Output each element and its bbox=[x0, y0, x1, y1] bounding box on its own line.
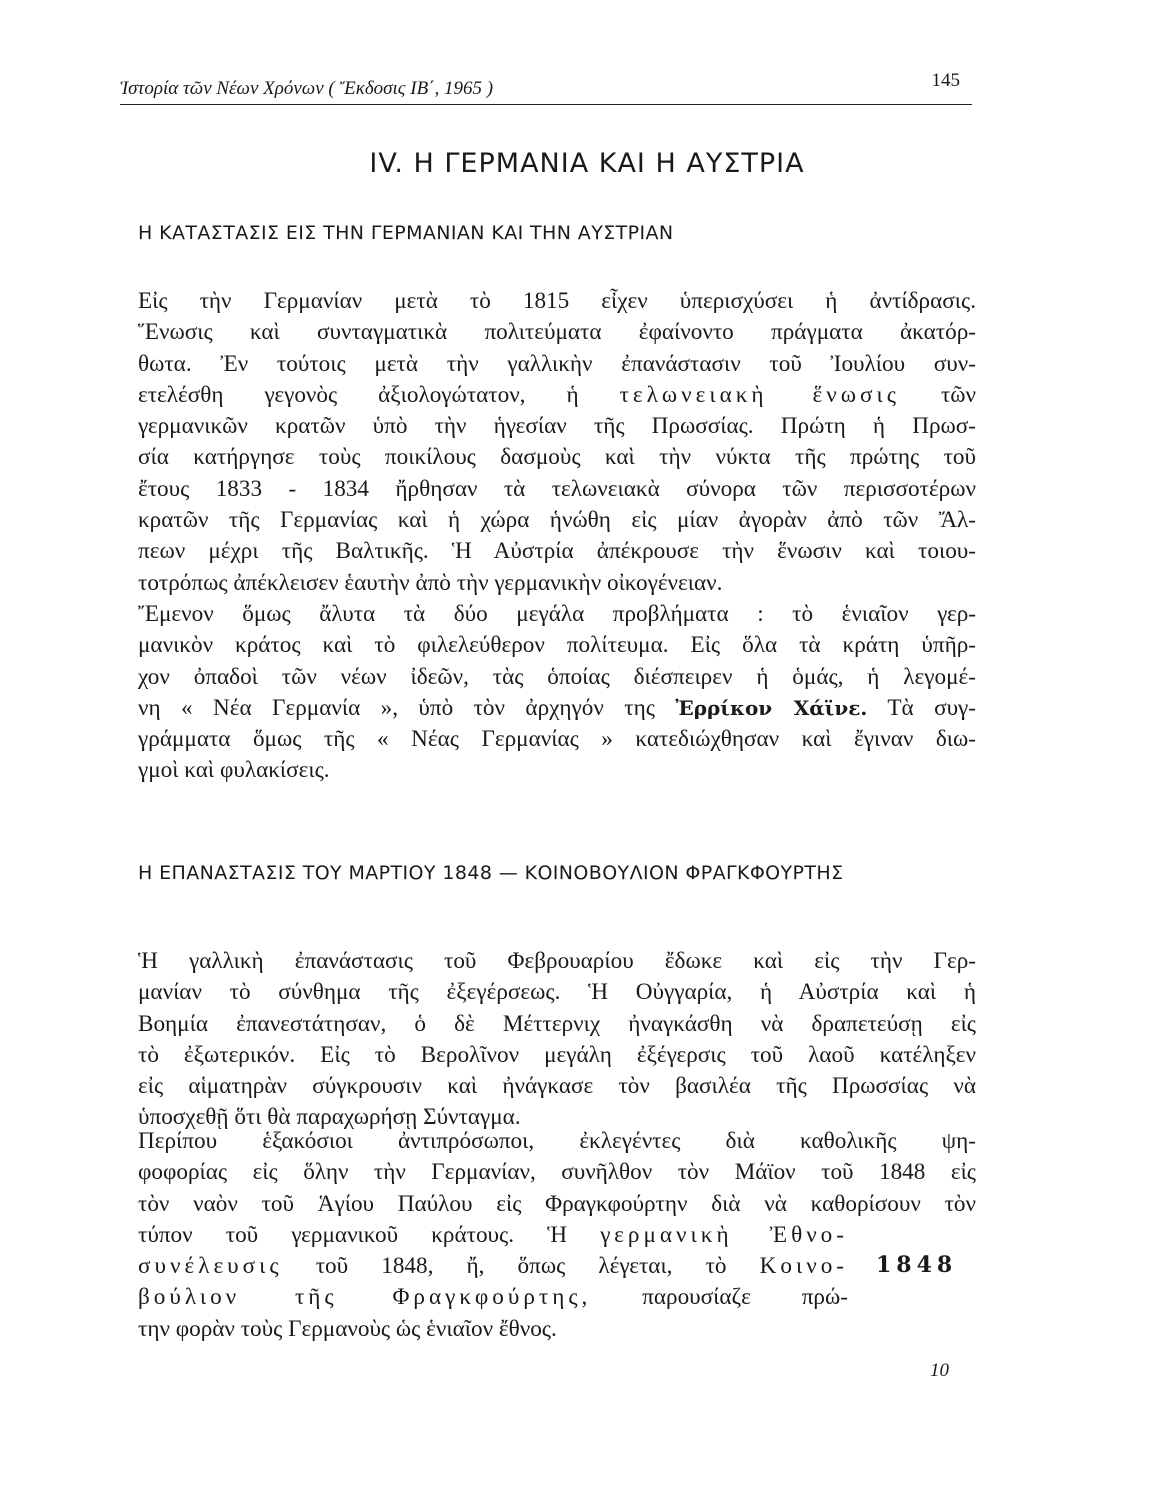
text-line: τοτρόπως ἀπέκλεισεν ἑαυτὴν ἀπὸ τὴν γερμανικὴν οἰκογένειαν. bbox=[138, 569, 723, 596]
text-line: Ἕνωσις καὶ συνταγματικὰ πολιτεύματα ἐφαίνοντο πράγματα ἀκατόρ- bbox=[138, 319, 976, 346]
text-run: ετελέσθη γεγονὸς ἀξιολογώτατον, ἡ bbox=[138, 381, 579, 408]
text-line: Περίπου ἑξακόσιοι ἀντιπρόσωποι, ἐκλεγέντες διὰ καθολικῆς ψη- bbox=[138, 1128, 976, 1154]
text-line bbox=[138, 1220, 848, 1251]
chapter-title: IV. Η ΓΕΡΜΑΝΙΑ ΚΑΙ Η ΑΥΣΤΡΙΑ bbox=[369, 148, 805, 179]
text-line: ἔτους 1833 - 1834 ἤρθησαν τὰ τελωνειακὰ σύνορα τῶν περισσοτέρων bbox=[138, 475, 976, 502]
paragraph-revolution-1 bbox=[138, 946, 976, 1134]
text-line bbox=[138, 1282, 848, 1313]
text-line: τὸ ἐξωτερικόν. Εἰς τὸ Βερολῖνον μεγάλη ἐξέγερσις τοῦ λαοῦ κατέληξεν bbox=[138, 1041, 976, 1068]
spaced-emphasis: Κοινο- bbox=[759, 1253, 849, 1280]
spaced-emphasis: βούλιον τῆς Φραγκφούρτης, bbox=[138, 1284, 592, 1311]
text-line: γράμματα ὅμως τῆς « Νέας Γερμανίας » κατεδιώχθησαν καὶ ἔγιναν διω- bbox=[138, 726, 976, 753]
margin-note-year: 1848 bbox=[876, 1252, 958, 1278]
running-header bbox=[120, 70, 972, 105]
text-line: εἰς αἱματηρὰν σύγκρουσιν καὶ ἠνάγκασε τὸν βασιλέα τῆς Πρωσσίας νὰ bbox=[138, 1073, 976, 1100]
text-line: πεων μέχρι τῆς Βαλτικῆς. Ἡ Αὐστρία ἀπέκρουσε τὴν ἕνωσιν καὶ τοιου- bbox=[138, 538, 976, 565]
text-run: τύπον τοῦ γερμανικοῦ κράτους. Ἡ bbox=[138, 1221, 568, 1248]
text-line: τὸν ναὸν τοῦ Ἁγίου Παύλου εἰς Φραγκφούρτην διὰ νὰ καθορίσουν τὸν bbox=[138, 1190, 976, 1217]
text-line bbox=[138, 693, 976, 724]
text-line bbox=[138, 1251, 848, 1282]
text-line: κρατῶν τῆς Γερμανίας καὶ ἡ χώρα ἡνώθη εἰς μίαν ἀγορὰν ἀπὸ τῶν Ἄλ- bbox=[138, 507, 976, 534]
text-line: φοφορίας εἰς ὅλην τὴν Γερμανίαν, συνῆλθον τὸν Μάϊον τοῦ 1848 εἰς bbox=[138, 1159, 976, 1186]
section-heading-revolution: Η ΕΠΑΝΑΣΤΑΣΙΣ ΤΟΥ ΜΑΡΤΙΟΥ 1848 — ΚΟΙΝΟΒΟΥΛΙΟΝ ΦΡΑΓΚΦΟΥΡΤΗΣ bbox=[138, 862, 844, 884]
paragraph-revolution-2 bbox=[138, 1126, 976, 1345]
text-run: παρουσίαζε πρώ- bbox=[642, 1284, 848, 1311]
text-line: χον ὀπαδοὶ τῶν νέων ἰδεῶν, τὰς ὁποίας διέσπειρεν ἡ ὁμάς, ἡ λεγομέ- bbox=[138, 663, 976, 690]
section-heading-situation: Η ΚΑΤΑΣΤΑΣΙΣ ΕΙΣ ΤΗΝ ΓΕΡΜΑΝΙΑΝ ΚΑΙ ΤΗΝ ΑΥΣΤΡΙΑΝ bbox=[138, 222, 674, 244]
text-run: τῶν bbox=[940, 381, 977, 408]
text-line: την φορὰν τοὺς Γερμανοὺς ὡς ἑνιαῖον ἔθνος. bbox=[138, 1315, 557, 1342]
page-number: 145 bbox=[931, 70, 960, 91]
paragraph-situation-1 bbox=[138, 286, 976, 787]
bold-name: Ἐρρίκον Χάϊνε. bbox=[675, 695, 868, 720]
text-line: Ἔμενον ὅμως ἄλυτα τὰ δύο μεγάλα προβλήματα : τὸ ἑνιαῖον γερ- bbox=[138, 600, 976, 627]
text-line: γμοὶ καὶ φυλακίσεις. bbox=[138, 757, 330, 784]
text-line: μανίαν τὸ σύνθημα τῆς ἐξεγέρσεως. Ἡ Οὐγγαρία, ἡ Αὐστρία καὶ ἡ bbox=[138, 979, 976, 1006]
text-line: Ἡ γαλλικὴ ἐπανάστασις τοῦ Φεβρουαρίου ἔδωκε καὶ εἰς τὴν Γερ- bbox=[138, 948, 976, 974]
text-line: Εἰς τὴν Γερμανίαν μετὰ τὸ 1815 εἶχεν ὑπερισχύσει ἡ ἀντίδρασις. bbox=[138, 288, 976, 314]
text-run: νη « Νέα Γερμανία », ὑπὸ τὸν ἀρχηγόν της bbox=[138, 694, 655, 721]
text-line: Βοημία ἐπανεστάτησαν, ὁ δὲ Μέττερνιχ ἠναγκάσθη νὰ δραπετεύσῃ εἰς bbox=[138, 1010, 976, 1037]
text-line: σία κατήργησε τοὺς ποικίλους δασμοὺς καὶ τὴν νύκτα τῆς πρώτης τοῦ bbox=[138, 444, 976, 471]
text-line: θωτα. Ἐν τούτοις μετὰ τὴν γαλλικὴν ἐπανάστασιν τοῦ Ἰουλίου συν- bbox=[138, 350, 976, 377]
spaced-emphasis: τελωνειακὴ ἕνωσις bbox=[619, 381, 900, 408]
text-line: γερμανικῶν κρατῶν ὑπὸ τὴν ἡγεσίαν τῆς Πρωσσίας. Πρώτη ἡ Πρωσ- bbox=[138, 413, 976, 440]
text-line: ὑποσχεθῇ ὅτι θὰ παραχωρήσῃ Σύνταγμα. bbox=[138, 1104, 521, 1131]
text-line: μανικὸν κράτος καὶ τὸ φιλελεύθερον πολίτευμα. Εἰς ὅλα τὰ κράτη ὑπῆρ- bbox=[138, 632, 976, 659]
signature-mark: 10 bbox=[930, 1360, 949, 1381]
spaced-emphasis: συνέλευσις bbox=[138, 1253, 283, 1280]
text-run: τοῦ 1848, ἤ, ὅπως λέγεται, τὸ bbox=[315, 1253, 727, 1280]
running-title: Ἱστορία τῶν Νέων Χρόνων ( Ἔκδοσις ΙΒ΄, 1965 ) bbox=[120, 78, 494, 99]
text-line bbox=[138, 380, 976, 411]
text-run: Τὰ συγ- bbox=[887, 694, 977, 721]
spaced-emphasis: γερμανικὴ Ἐθνο- bbox=[600, 1221, 848, 1248]
